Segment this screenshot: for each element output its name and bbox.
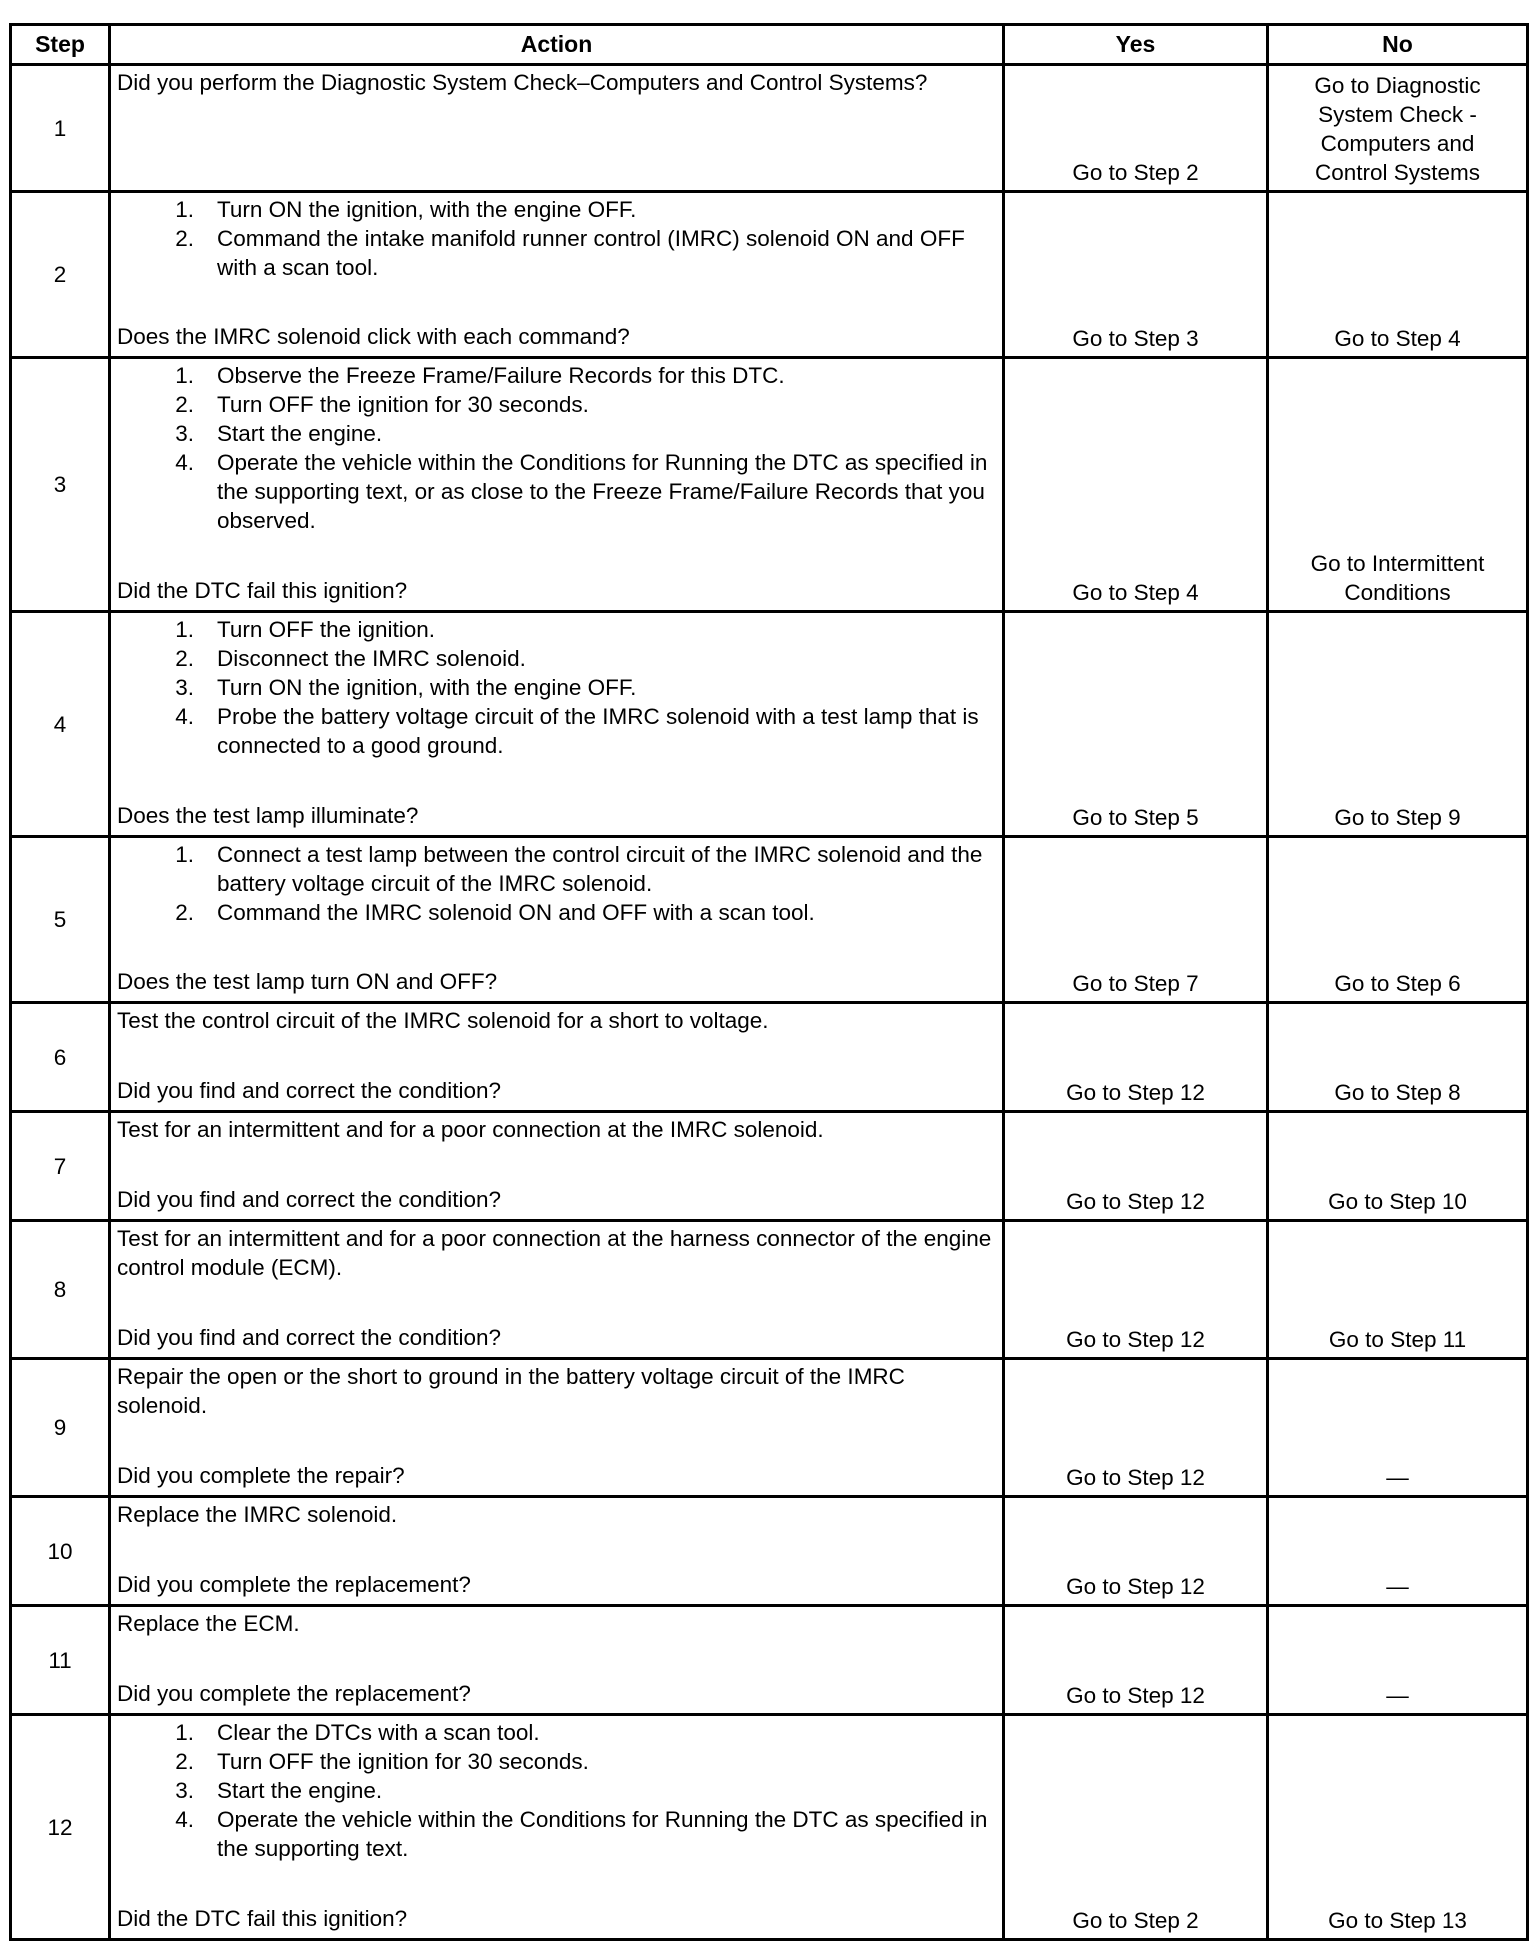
no-result: Go to Step 4	[1268, 192, 1528, 358]
step-number: 5	[11, 837, 110, 1003]
action-cell	[110, 1606, 1004, 1715]
action-step-text: Command the IMRC solenoid ON and OFF with a scan tool.	[217, 900, 815, 925]
action-text: Replace the IMRC solenoid.	[117, 1502, 398, 1527]
action-question: Did you find and correct the condition?	[117, 1325, 501, 1350]
action-content	[117, 68, 998, 185]
table-row	[11, 192, 1528, 358]
action-step-text: Connect a test lamp between the control circuit of the IMRC solenoid and the battery voltage circuit of the IMRC solenoid.	[217, 842, 983, 896]
action-step-list	[117, 195, 998, 282]
list-number: 2.	[175, 226, 194, 251]
header-yes: Yes	[1004, 25, 1268, 65]
table-row	[11, 1221, 1528, 1359]
action-step-item	[117, 615, 998, 644]
action-question: Does the test lamp turn ON and OFF?	[117, 969, 498, 994]
action-step-item	[117, 898, 998, 927]
action-step-text: Operate the vehicle within the Conditions for Running the DTC as specified in the supporting text, or as close to the Freeze Frame/Failure Records that you observed.	[217, 450, 988, 533]
no-result: Go to Step 8	[1268, 1003, 1528, 1112]
action-cell	[110, 612, 1004, 837]
action-step-list	[117, 361, 998, 535]
action-cell	[110, 1359, 1004, 1497]
list-number: 1.	[175, 617, 194, 642]
step-number: 4	[11, 612, 110, 837]
table-header-row	[11, 25, 1528, 65]
action-step-list	[117, 615, 998, 760]
action-step-text: Turn ON the ignition, with the engine OFF.	[217, 675, 637, 700]
header-no: No	[1268, 25, 1528, 65]
action-content	[117, 615, 998, 830]
action-step-item	[117, 419, 998, 448]
action-content	[117, 1500, 998, 1599]
yes-result: Go to Step 12	[1004, 1359, 1268, 1497]
no-result: —	[1268, 1497, 1528, 1606]
action-step-text: Start the engine.	[217, 421, 383, 446]
list-number: 3.	[175, 1778, 194, 1803]
action-instructions	[117, 1362, 998, 1420]
action-step-text: Operate the vehicle within the Conditions for Running the DTC as specified in the supporting text.	[217, 1807, 988, 1861]
action-question: Did you find and correct the condition?	[117, 1078, 501, 1103]
table-row	[11, 612, 1528, 837]
action-instructions	[117, 361, 998, 535]
action-step-item	[117, 840, 998, 898]
table-row	[11, 65, 1528, 192]
action-content	[117, 840, 998, 996]
step-number: 7	[11, 1112, 110, 1221]
yes-result: Go to Step 3	[1004, 192, 1268, 358]
action-step-text: Start the engine.	[217, 1778, 383, 1803]
list-number: 3.	[175, 675, 194, 700]
action-instructions	[117, 1115, 998, 1144]
table-row	[11, 1359, 1528, 1497]
action-step-text: Turn ON the ignition, with the engine OFF.	[217, 197, 637, 222]
diagnostic-table	[9, 23, 1529, 1941]
step-number: 10	[11, 1497, 110, 1606]
action-content	[117, 361, 998, 605]
table-body	[11, 65, 1528, 1940]
action-question: Does the IMRC solenoid click with each command?	[117, 324, 630, 349]
yes-result: Go to Step 5	[1004, 612, 1268, 837]
table-row	[11, 1715, 1528, 1940]
step-number: 11	[11, 1606, 110, 1715]
action-text: Did you perform the Diagnostic System Check–Computers and Control Systems?	[117, 70, 928, 95]
action-text: Replace the ECM.	[117, 1611, 300, 1636]
no-result: Go to Step 13	[1268, 1715, 1528, 1940]
action-step-list	[117, 1718, 998, 1863]
yes-result: Go to Step 12	[1004, 1221, 1268, 1359]
yes-result: Go to Step 2	[1004, 1715, 1268, 1940]
step-number: 12	[11, 1715, 110, 1940]
step-number: 6	[11, 1003, 110, 1112]
yes-result: Go to Step 12	[1004, 1112, 1268, 1221]
header-step: Step	[11, 25, 110, 65]
step-number: 1	[11, 65, 110, 192]
action-cell	[110, 1715, 1004, 1940]
action-step-text: Turn OFF the ignition for 30 seconds.	[217, 1749, 589, 1774]
action-step-text: Probe the battery voltage circuit of the IMRC solenoid with a test lamp that is connected to a good ground.	[217, 704, 979, 758]
action-step-item	[117, 1747, 998, 1776]
list-number: 2.	[175, 646, 194, 671]
list-number: 1.	[175, 842, 194, 867]
action-question: Did the DTC fail this ignition?	[117, 578, 408, 603]
action-content	[117, 1224, 998, 1352]
action-cell	[110, 1112, 1004, 1221]
action-cell	[110, 1003, 1004, 1112]
action-content	[117, 1609, 998, 1708]
list-number: 1.	[175, 1720, 194, 1745]
action-content	[117, 1718, 998, 1933]
action-step-text: Disconnect the IMRC solenoid.	[217, 646, 526, 671]
action-instructions	[117, 615, 998, 760]
no-result: Go to Step 11	[1268, 1221, 1528, 1359]
action-content	[117, 1006, 998, 1105]
action-step-item	[117, 702, 998, 760]
action-step-item	[117, 644, 998, 673]
list-number: 4.	[175, 704, 194, 729]
action-question: Did the DTC fail this ignition?	[117, 1906, 408, 1931]
action-question: Did you complete the replacement?	[117, 1572, 471, 1597]
list-number: 1.	[175, 197, 194, 222]
action-instructions	[117, 195, 998, 282]
yes-result: Go to Step 12	[1004, 1003, 1268, 1112]
action-step-list	[117, 840, 998, 927]
action-instructions	[117, 68, 998, 97]
table-row	[11, 1003, 1528, 1112]
no-result: —	[1268, 1606, 1528, 1715]
yes-result: Go to Step 4	[1004, 358, 1268, 612]
no-result: Go to Intermittent Conditions	[1268, 358, 1528, 612]
action-instructions	[117, 1224, 998, 1282]
action-text: Repair the open or the short to ground in the battery voltage circuit of the IMRC solenoid.	[117, 1364, 905, 1418]
action-text: Test the control circuit of the IMRC solenoid for a short to voltage.	[117, 1008, 769, 1033]
action-step-item	[117, 1776, 998, 1805]
action-step-text: Observe the Freeze Frame/Failure Records for this DTC.	[217, 363, 785, 388]
action-text: Test for an intermittent and for a poor connection at the harness connector of the engine control module (ECM).	[117, 1226, 992, 1280]
action-instructions	[117, 1718, 998, 1863]
action-step-text: Turn OFF the ignition.	[217, 617, 436, 642]
action-question: Did you complete the replacement?	[117, 1681, 471, 1706]
list-number: 1.	[175, 363, 194, 388]
action-step-item	[117, 195, 998, 224]
list-number: 4.	[175, 450, 194, 475]
action-content	[117, 195, 998, 351]
no-result: Go to Step 6	[1268, 837, 1528, 1003]
action-step-item	[117, 448, 998, 535]
no-result: —	[1268, 1359, 1528, 1497]
no-result: Go to Step 10	[1268, 1112, 1528, 1221]
table-row	[11, 1606, 1528, 1715]
yes-result: Go to Step 7	[1004, 837, 1268, 1003]
table-row	[11, 1497, 1528, 1606]
action-question: Does the test lamp illuminate?	[117, 803, 419, 828]
yes-result: Go to Step 12	[1004, 1497, 1268, 1606]
action-cell	[110, 358, 1004, 612]
step-number: 8	[11, 1221, 110, 1359]
action-text: Test for an intermittent and for a poor connection at the IMRC solenoid.	[117, 1117, 824, 1142]
action-question: Did you complete the repair?	[117, 1463, 405, 1488]
list-number: 2.	[175, 1749, 194, 1774]
list-number: 4.	[175, 1807, 194, 1832]
action-step-item	[117, 673, 998, 702]
yes-result: Go to Step 12	[1004, 1606, 1268, 1715]
action-step-text: Command the intake manifold runner control (IMRC) solenoid ON and OFF with a scan tool.	[217, 226, 965, 280]
action-step-item	[117, 390, 998, 419]
action-cell	[110, 1497, 1004, 1606]
action-cell	[110, 65, 1004, 192]
list-number: 3.	[175, 421, 194, 446]
action-step-item	[117, 361, 998, 390]
step-number: 9	[11, 1359, 110, 1497]
no-result: Go to Step 9	[1268, 612, 1528, 837]
action-step-item	[117, 224, 998, 282]
action-cell	[110, 1221, 1004, 1359]
list-number: 2.	[175, 392, 194, 417]
action-step-item	[117, 1805, 998, 1863]
table-row	[11, 1112, 1528, 1221]
step-number: 3	[11, 358, 110, 612]
action-instructions	[117, 1500, 998, 1529]
no-result: Go to Diagnostic System Check - Computers and Control Systems	[1268, 65, 1528, 192]
action-step-text: Turn OFF the ignition for 30 seconds.	[217, 392, 589, 417]
action-content	[117, 1115, 998, 1214]
action-instructions	[117, 1609, 998, 1638]
action-step-text: Clear the DTCs with a scan tool.	[217, 1720, 540, 1745]
table-row	[11, 837, 1528, 1003]
action-question: Did you find and correct the condition?	[117, 1187, 501, 1212]
action-step-item	[117, 1718, 998, 1747]
action-cell	[110, 192, 1004, 358]
table-row	[11, 358, 1528, 612]
action-instructions	[117, 840, 998, 927]
action-cell	[110, 837, 1004, 1003]
action-content	[117, 1362, 998, 1490]
action-instructions	[117, 1006, 998, 1035]
step-number: 2	[11, 192, 110, 358]
list-number: 2.	[175, 900, 194, 925]
yes-result: Go to Step 2	[1004, 65, 1268, 192]
header-action: Action	[110, 25, 1004, 65]
